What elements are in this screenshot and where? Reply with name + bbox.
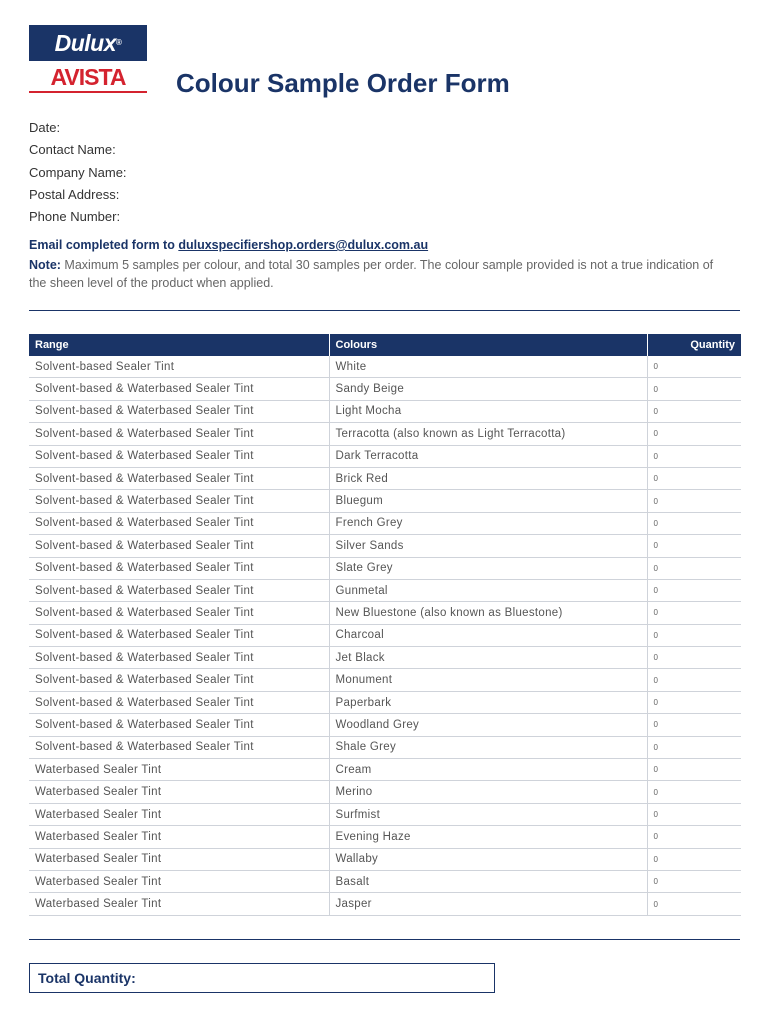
colour-cell: Surfmist — [329, 803, 647, 825]
contact-fields — [29, 119, 127, 230]
colour-cell: White — [329, 356, 647, 378]
table-row — [29, 557, 741, 579]
quantity-cell[interactable]: 0 — [647, 893, 741, 915]
range-cell: Waterbased Sealer Tint — [29, 781, 329, 803]
colour-cell: Bluegum — [329, 490, 647, 512]
note — [29, 256, 719, 292]
bottom-divider — [29, 939, 740, 940]
quantity-cell[interactable]: 0 — [647, 356, 741, 378]
order-table — [29, 334, 741, 916]
email-instruction — [29, 238, 428, 252]
table-row — [29, 535, 741, 557]
colour-cell: Light Mocha — [329, 400, 647, 422]
quantity-cell[interactable]: 0 — [647, 647, 741, 669]
total-quantity-box[interactable] — [29, 963, 495, 993]
table-row — [29, 736, 741, 758]
header-colours: Colours — [329, 334, 647, 356]
range-cell: Solvent-based & Waterbased Sealer Tint — [29, 378, 329, 400]
table-row — [29, 759, 741, 781]
table-row — [29, 445, 741, 467]
range-cell: Waterbased Sealer Tint — [29, 893, 329, 915]
range-cell: Solvent-based & Waterbased Sealer Tint — [29, 535, 329, 557]
table-row — [29, 423, 741, 445]
quantity-cell[interactable]: 0 — [647, 467, 741, 489]
total-quantity-label: Total Quantity: — [38, 970, 136, 986]
range-cell: Solvent-based Sealer Tint — [29, 356, 329, 378]
table-row — [29, 467, 741, 489]
colour-cell: Slate Grey — [329, 557, 647, 579]
company-name-field[interactable]: Company Name: — [29, 164, 127, 180]
date-field[interactable]: Date: — [29, 120, 61, 135]
colour-cell: Sandy Beige — [329, 378, 647, 400]
colour-cell: Terracotta (also known as Light Terracotta) — [329, 423, 647, 445]
colour-cell: Woodland Grey — [329, 714, 647, 736]
logo-dulux: Dulux® — [29, 25, 147, 61]
email-prefix: Email completed form to — [29, 238, 179, 252]
range-cell: Solvent-based & Waterbased Sealer Tint — [29, 467, 329, 489]
quantity-cell[interactable]: 0 — [647, 691, 741, 713]
colour-cell: Jasper — [329, 893, 647, 915]
table-row — [29, 781, 741, 803]
colour-cell: Basalt — [329, 870, 647, 892]
range-cell: Solvent-based & Waterbased Sealer Tint — [29, 445, 329, 467]
quantity-cell[interactable]: 0 — [647, 378, 741, 400]
table-row — [29, 826, 741, 848]
table-row — [29, 400, 741, 422]
quantity-cell[interactable]: 0 — [647, 579, 741, 601]
quantity-cell[interactable]: 0 — [647, 602, 741, 624]
email-link[interactable]: duluxspecifiershop.orders@dulux.com.au — [178, 238, 429, 252]
colour-cell: Cream — [329, 759, 647, 781]
phone-number-field[interactable]: Phone Number: — [29, 209, 121, 225]
quantity-cell[interactable]: 0 — [647, 759, 741, 781]
quantity-cell[interactable]: 0 — [647, 557, 741, 579]
header-quantity: Quantity — [647, 334, 741, 356]
quantity-cell[interactable]: 0 — [647, 870, 741, 892]
table-row — [29, 378, 741, 400]
colour-cell: Shale Grey — [329, 736, 647, 758]
quantity-cell[interactable]: 0 — [647, 445, 741, 467]
table-row — [29, 512, 741, 534]
range-cell: Solvent-based & Waterbased Sealer Tint — [29, 557, 329, 579]
quantity-cell[interactable]: 0 — [647, 781, 741, 803]
colour-cell: Wallaby — [329, 848, 647, 870]
contact-name-field[interactable]: Contact Name: — [29, 142, 116, 158]
range-cell: Waterbased Sealer Tint — [29, 759, 329, 781]
range-cell: Solvent-based & Waterbased Sealer Tint — [29, 490, 329, 512]
range-cell: Waterbased Sealer Tint — [29, 803, 329, 825]
range-cell: Solvent-based & Waterbased Sealer Tint — [29, 624, 329, 646]
quantity-cell[interactable]: 0 — [647, 826, 741, 848]
table-row — [29, 490, 741, 512]
quantity-cell[interactable]: 0 — [647, 535, 741, 557]
table-row — [29, 647, 741, 669]
postal-address-field[interactable]: Postal Address: — [29, 186, 120, 202]
header-range: Range — [29, 334, 329, 356]
colour-cell: Charcoal — [329, 624, 647, 646]
quantity-cell[interactable]: 0 — [647, 490, 741, 512]
quantity-cell[interactable]: 0 — [647, 803, 741, 825]
colour-cell: Monument — [329, 669, 647, 691]
table-row — [29, 356, 741, 378]
table-row — [29, 579, 741, 601]
top-divider — [29, 310, 740, 311]
range-cell: Waterbased Sealer Tint — [29, 826, 329, 848]
logo-avista: AVISTA — [29, 61, 147, 93]
colour-cell: Dark Terracotta — [329, 445, 647, 467]
range-cell: Waterbased Sealer Tint — [29, 870, 329, 892]
range-cell: Solvent-based & Waterbased Sealer Tint — [29, 512, 329, 534]
quantity-cell[interactable]: 0 — [647, 848, 741, 870]
range-cell: Solvent-based & Waterbased Sealer Tint — [29, 579, 329, 601]
range-cell: Solvent-based & Waterbased Sealer Tint — [29, 714, 329, 736]
quantity-cell[interactable]: 0 — [647, 400, 741, 422]
quantity-cell[interactable]: 0 — [647, 714, 741, 736]
table-row — [29, 803, 741, 825]
colour-cell: Paperbark — [329, 691, 647, 713]
colour-cell: Jet Black — [329, 647, 647, 669]
range-cell: Solvent-based & Waterbased Sealer Tint — [29, 669, 329, 691]
colour-cell: Merino — [329, 781, 647, 803]
table-row — [29, 893, 741, 915]
quantity-cell[interactable]: 0 — [647, 423, 741, 445]
table-row — [29, 691, 741, 713]
colour-cell: Brick Red — [329, 467, 647, 489]
colour-cell: New Bluestone (also known as Bluestone) — [329, 602, 647, 624]
range-cell: Solvent-based & Waterbased Sealer Tint — [29, 400, 329, 422]
table-row — [29, 870, 741, 892]
page-title: Colour Sample Order Form — [176, 68, 510, 98]
range-cell: Solvent-based & Waterbased Sealer Tint — [29, 602, 329, 624]
range-cell: Solvent-based & Waterbased Sealer Tint — [29, 647, 329, 669]
table-row — [29, 602, 741, 624]
range-cell: Solvent-based & Waterbased Sealer Tint — [29, 691, 329, 713]
table-row — [29, 624, 741, 646]
colour-cell: French Grey — [329, 512, 647, 534]
colour-cell: Gunmetal — [329, 579, 647, 601]
note-text: Maximum 5 samples per colour, and total 30 samples per order. The colour sample provided is not a true indication of the sheen level of the product when applied. — [29, 258, 714, 290]
quantity-cell[interactable]: 0 — [647, 624, 741, 646]
colour-cell: Evening Haze — [329, 826, 647, 848]
table-row — [29, 848, 741, 870]
range-cell: Waterbased Sealer Tint — [29, 848, 329, 870]
table-row — [29, 714, 741, 736]
table-row — [29, 669, 741, 691]
dulux-avista-logo — [29, 25, 147, 93]
range-cell: Solvent-based & Waterbased Sealer Tint — [29, 736, 329, 758]
table-header-row — [29, 334, 741, 356]
colour-cell: Silver Sands — [329, 535, 647, 557]
note-label: Note: — [29, 258, 61, 272]
quantity-cell[interactable]: 0 — [647, 512, 741, 534]
range-cell: Solvent-based & Waterbased Sealer Tint — [29, 423, 329, 445]
quantity-cell[interactable]: 0 — [647, 736, 741, 758]
quantity-cell[interactable]: 0 — [647, 669, 741, 691]
